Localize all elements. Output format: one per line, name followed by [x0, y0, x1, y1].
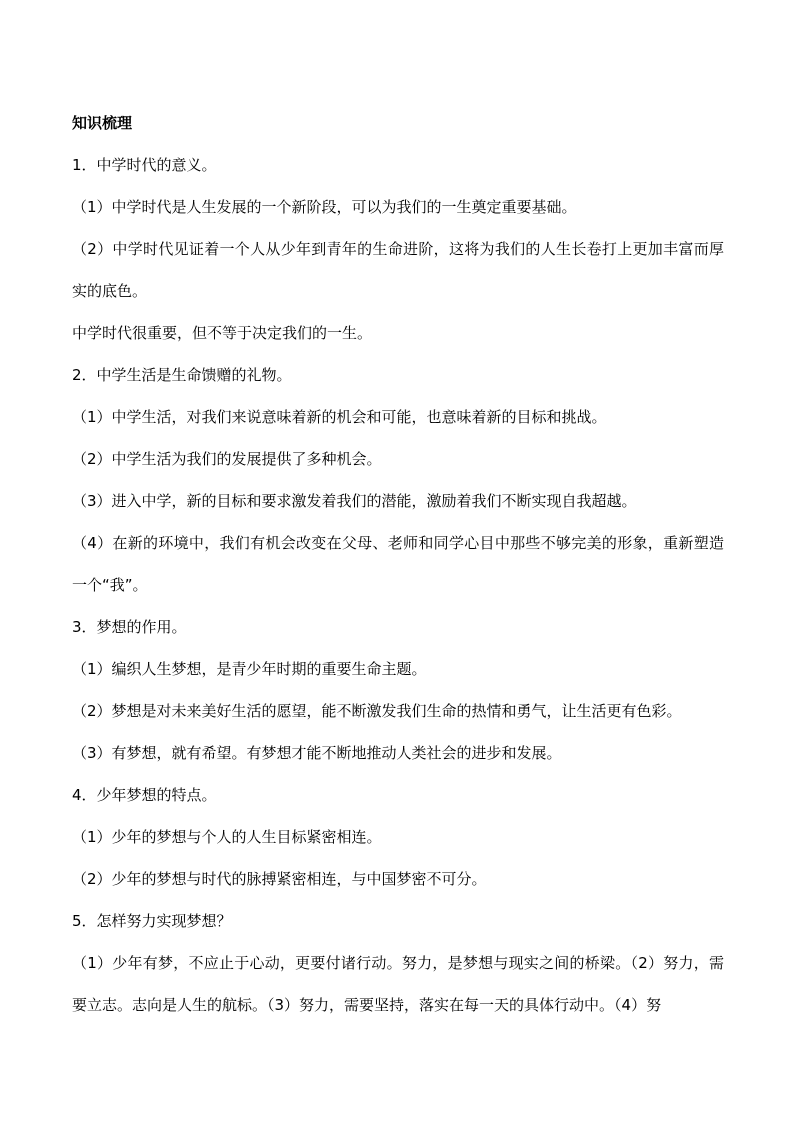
item-2-point-1: （1）中学生活，对我们来说意味着新的机会和可能，也意味着新的目标和挑战。: [72, 408, 607, 426]
section-heading: 知识梳理: [72, 114, 133, 132]
item-2-point-3: （3）进入中学，新的目标和要求激发着我们的潜能，激励着我们不断实现自我超越。: [72, 492, 637, 510]
item-5-title: 5．怎样努力实现梦想？: [72, 912, 232, 930]
item-1-point-1: （1）中学时代是人生发展的一个新阶段，可以为我们的一生奠定重要基础。: [72, 198, 577, 216]
item-4-point-2: （2）少年的梦想与时代的脉搏紧密相连，与中国梦密不可分。: [72, 870, 487, 888]
item-4-title: 4．少年梦想的特点。: [72, 786, 217, 804]
item-2-point-2: （2）中学生活为我们的发展提供了多种机会。: [72, 450, 382, 468]
item-1-point-2: （2）中学时代见证着一个人从少年到青年的生命进阶，这将为我们的人生长卷打上更加丰富而厚实的底色。: [72, 240, 724, 300]
item-2-title: 2．中学生活是生命馈赠的礼物。: [72, 366, 292, 384]
document-body: [72, 102, 724, 1026]
item-5-point-1: （1）少年有梦，不应止于心动，更要付诸行动。努力，是梦想与现实之间的桥梁。（2）努力，需要立志。志向是人生的航标。（3）努力，需要坚持，落实在每一天的具体行动中。（4）努: [72, 954, 724, 1014]
item-4-point-1: （1）少年的梦想与个人的人生目标紧密相连。: [72, 828, 382, 846]
item-1-note: 中学时代很重要，但不等于决定我们的一生。: [72, 324, 373, 342]
item-3-point-1: （1）编织人生梦想，是青少年时期的重要生命主题。: [72, 660, 427, 678]
item-3-point-3: （3）有梦想，就有希望。有梦想才能不断地推动人类社会的进步和发展。: [72, 744, 562, 762]
item-1-title: 1．中学时代的意义。: [72, 156, 217, 174]
item-3-point-2: （2）梦想是对未来美好生活的愿望，能不断激发我们生命的热情和勇气，让生活更有色彩。: [72, 702, 682, 720]
item-3-title: 3．梦想的作用。: [72, 618, 187, 636]
item-2-point-4: （4）在新的环境中，我们有机会改变在父母、老师和同学心目中那些不够完美的形象，重新塑造一个“我”。: [72, 534, 724, 594]
